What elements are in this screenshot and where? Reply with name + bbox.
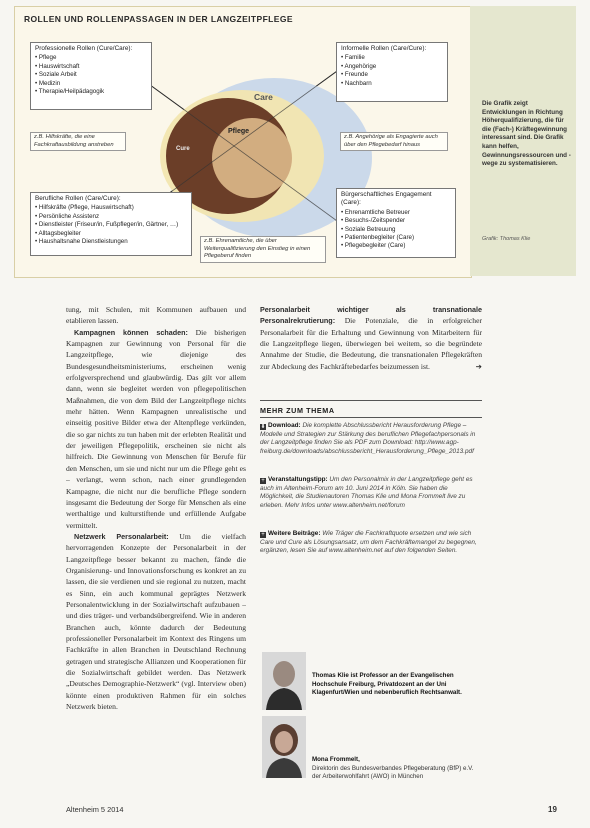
divider bbox=[260, 417, 482, 418]
list-item: • Alltagsbegleiter bbox=[35, 230, 187, 238]
list-item: • Soziale Betreuung bbox=[341, 226, 451, 234]
author-frommelt bbox=[312, 756, 482, 782]
more-further-text: Wie Träger die Fachkraftquote ersetzen und wie sich Care und Cure als Lösungsansatz, um dem Fachkräftemangel zu begegnen, ergänzen, lesen Sie auf www.altenheim.net auf den folgenden Seiten. bbox=[260, 530, 477, 555]
sidebar-credit: Grafik: Thomas Klie bbox=[482, 236, 531, 242]
right-column bbox=[260, 304, 482, 372]
end-mark: ➔ bbox=[475, 361, 482, 371]
pflege-circle-inner bbox=[212, 118, 292, 198]
download-icon: ⬇ bbox=[260, 424, 266, 430]
box-professional-roles bbox=[30, 42, 152, 110]
paragraph-lead: Netzwerk Personalarbeit: bbox=[74, 531, 169, 541]
author-name: Thomas Klie ist Professor an der Evangelischen Hochschule Freiburg, bbox=[312, 672, 454, 688]
box-occupational-head: Berufliche Rollen (Care/Cure): bbox=[35, 195, 121, 202]
paragraph bbox=[66, 327, 246, 531]
more-download bbox=[260, 422, 482, 457]
venn-label-care: Care bbox=[254, 92, 273, 102]
divider bbox=[260, 400, 482, 401]
more-download-text: Die komplette Abschlussbericht Herausforderung Pflege – Modelle und Strategien zur Stärkung des beruflichen Pflegefachpersonals in der Langzeitpflege finden Sie als PDF zum Download: http://www.agp-freiburg.de/downloads/abschlussbericht_Herausforderung_Pflege_2013.pdf bbox=[260, 422, 476, 456]
paragraph-body: Die Potenziale, die in erfolgreicher Personalarbeit für die Erhaltung und Gewinnung von Mitarbeitern für die Langzeitpflege liegen, überwiegen bei weitem, so die begründete Annahme der Studie, die Bedeutung, die transnationalen Pflegekräften zur Abdeckung des Fachkräftebedarfes beizumessen ist. bbox=[260, 316, 482, 371]
list-item: • Haushaltsnahe Dienstleistungen bbox=[35, 238, 187, 246]
plus-icon: + bbox=[261, 478, 265, 484]
list-item: • Hilfskräfte (Pflege, Hauswirtschaft) bbox=[35, 204, 187, 212]
box-professional-head: Professionelle Rollen (Cure/Care): bbox=[35, 45, 133, 52]
sidebar-caption: Die Grafik zeigt Entwicklungen in Richtung Höherqualifizierung, die für die (Fach-) Kräftegewinnung interessant sind. Die Grafik kann helfen, Gewinnungsressourcen und -wege zu systematisieren. bbox=[482, 100, 571, 168]
plus-icon: + bbox=[261, 532, 265, 538]
list-item: • Dienstleister (Friseur/in, Fußpfleger/in, Gärtner, …) bbox=[35, 221, 187, 229]
list-item: • Hauswirtschaft bbox=[35, 63, 147, 71]
paragraph-lead: Personalarbeit wichtiger als transnationale Personalrekrutierung: bbox=[260, 305, 482, 326]
list-item: • Familie bbox=[341, 54, 443, 62]
author-photo-frommelt bbox=[262, 716, 306, 778]
note-c: z.B. Ehrenamtliche, die über Weiterqualifizierung den Einstieg in einen Pflegeberuf finden bbox=[200, 236, 326, 263]
paragraph bbox=[260, 304, 482, 372]
page-number: 19 bbox=[548, 805, 557, 814]
left-column bbox=[66, 304, 246, 800]
box-civic-engagement bbox=[336, 188, 456, 258]
list-item: • Ehrenamtliche Betreuer bbox=[341, 209, 451, 217]
author-klie bbox=[312, 672, 482, 698]
box-informal-head: Informelle Rollen (Care/Cure): bbox=[341, 45, 427, 52]
list-item: • Medizin bbox=[35, 80, 147, 88]
more-download-label: Download: bbox=[268, 422, 301, 429]
author-name: Mona Frommelt, bbox=[312, 756, 360, 763]
list-item: • Besuchs-/Zeitspender bbox=[341, 217, 451, 225]
list-item: • Patientenbegleiter (Care) bbox=[341, 234, 451, 242]
list-item: • Pflegebegleiter (Care) bbox=[341, 242, 451, 250]
list-item: • Nachbarn bbox=[341, 80, 443, 88]
box-civic-head: Bürgerschaftliches Engagement (Care): bbox=[341, 191, 432, 207]
list-item: • Persönliche Assistenz bbox=[35, 213, 187, 221]
person-icon bbox=[262, 652, 306, 710]
more-further-label: Weitere Beiträge: bbox=[268, 530, 321, 537]
list-item: • Angehörige bbox=[341, 63, 443, 71]
paragraph-lead: Kampagnen können schaden: bbox=[74, 327, 188, 337]
paragraph: tung, mit Schulen, mit Kommunen aufbauen und etablieren lassen. bbox=[66, 305, 246, 326]
list-item: • Therapie/Heilpädagogik bbox=[35, 88, 147, 96]
paragraph-body: Die bisherigen Kampagnen zur Gewinnung von Personal für die Langzeitpflege, wie diejenige des Bundesgesundheitsministeriums, erscheinen wenig erfolgversprechend und glaubwürdig. Das gilt vor allem dann, wenn sie begleitet werden von pflegepolitischen Maßnahmen, die von dem Bild der Langzeitpflege nichts mehr hätten. Wenn Kampagnen unrealistische und einseitig positive Bilder etwa der Altenpflege verkünden, die so gar nichts zu tun haben mit der erlebten Realität und der jeweiligen Pflegepolitik, erscheinen sie nicht als hilfreich. Die Gewinnung von Menschen für Berufe für den Menschen, um sie und nicht nur um die Pflege geht es – verlangt, wenn schon, nach einer grundlegenden Kampagne, die nicht nur die berufliche Pflege sondern insgesamt die Bedeutung der Sorge für Menschen als eine werthaltige und kulturstiftende und erfüllende Aufgabe vermittelt. bbox=[66, 327, 246, 530]
more-further bbox=[260, 530, 482, 556]
author-desc: Direktorin des Bundesverbandes Pflegeberatung (BfP) e.V. der Arbeiterwohlfahrt (AWO) in München bbox=[312, 764, 474, 781]
list-item: • Pflege bbox=[35, 54, 147, 62]
note-a: z.B. Hilfskräfte, die eine Fachkraftausbildung anstreben bbox=[30, 132, 126, 151]
more-event bbox=[260, 476, 482, 511]
person-icon bbox=[262, 716, 306, 778]
venn-label-pflege: Pflege bbox=[228, 128, 250, 135]
author-desc: Privatdozent an der Uni Klagenfurt/Wien und nebenberuflich Rechtsanwalt. bbox=[312, 680, 462, 697]
box-informal-roles bbox=[336, 42, 448, 102]
paragraph-body: Um die vielfach hervorragenden Konzepte der Personalarbeit in der Langzeitpflege besser bekannt zu machen, fände die Organisierung- und Innovationsforschung es konkret an zu lassen, die sie verdienen und sie regional zu nutzen, macht es Sinn, ein auch kommunal geprägtes Netzwerk Personalentwicklung in der Sozialwirtschaft aufzubauen – und dies träger- und verbandsübergreifend. Wie in anderen Branchen auch, könnte dadurch der Bedeutung professioneller Personalarbeit im Kontext des Ringens um Fachkräfte in allen Branchen in Deutschland Rechnung getragen und strategische Allianzen und Kooperationen für die Sozialwirtschaft gebildet werden. Das Netzwerk „Deutsches Demographie-Netzwerk“ (vgl. Interview oben) könnte einen produktiven Rahmen für ein solches Netzwerk bieten. bbox=[66, 531, 246, 712]
box-occupational-roles bbox=[30, 192, 192, 256]
more-event-label: Veranstaltungstipp: bbox=[268, 476, 328, 483]
list-item: • Soziale Arbeit bbox=[35, 71, 147, 79]
more-event-text: Um den Personalmix in der Langzeitpflege geht es auch im Altenheim-Forum am 10. Juni 2014 in Köln. Sie haben die Möglichkeit, die Studienautoren Thomas Klie und Mona Frommelt live zu erleben. Mehr Infos unter www.altenheim.net/forum bbox=[260, 476, 473, 510]
figure-title: ROLLEN UND ROLLENPASSAGEN IN DER LANGZEITPFLEGE bbox=[24, 14, 293, 24]
venn-label-cure: Cure bbox=[176, 146, 190, 152]
author-photo-klie bbox=[262, 652, 306, 710]
paragraph bbox=[66, 531, 246, 713]
more-title: MEHR ZUM THEMA bbox=[260, 406, 335, 415]
list-item: • Freunde bbox=[341, 71, 443, 79]
note-b: z.B. Angehörige als Engagierte auch über den Pflegebedarf hinaus bbox=[340, 132, 448, 151]
footer-left: Altenheim 5 2014 bbox=[66, 805, 124, 814]
